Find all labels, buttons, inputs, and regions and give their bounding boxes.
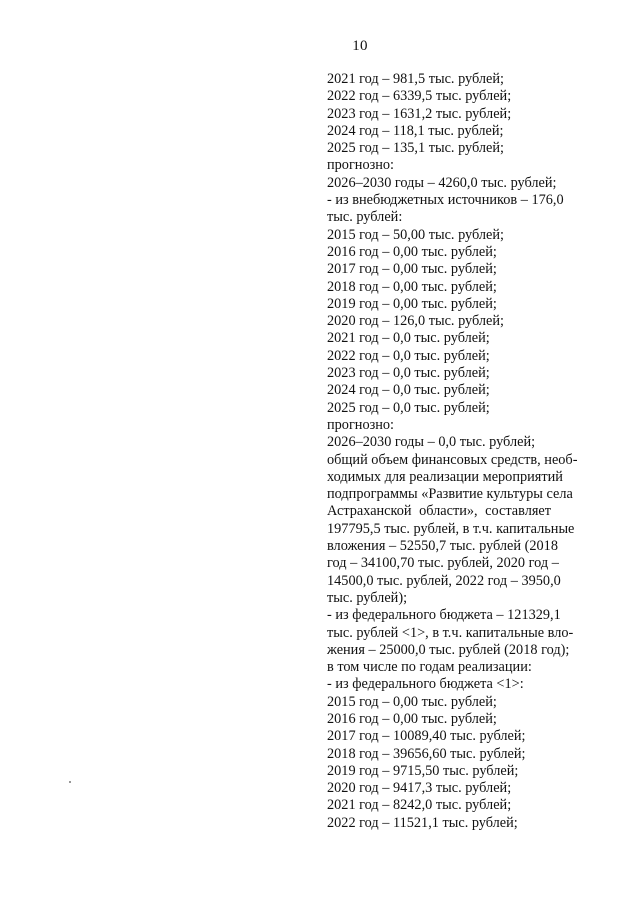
text-line: прогнозно:	[327, 416, 395, 433]
text-line: 2019 год – 9715,50 тыс. рублей;	[327, 762, 519, 779]
text-line: 2021 год – 0,0 тыс. рублей;	[327, 330, 490, 347]
text-line: 2023 год – 1631,2 тыс. рублей;	[327, 105, 512, 122]
text-line: Астраханской области», составляет	[327, 503, 551, 520]
text-line: прогнозно:	[327, 157, 395, 174]
text-line: 197795,5 тыс. рублей, в т.ч. капитальные	[327, 520, 575, 537]
page-number: 10	[352, 38, 368, 54]
text-line: 2021 год – 981,5 тыс. рублей;	[327, 71, 505, 87]
text-line: 2025 год – 135,1 тыс. рублей;	[327, 140, 505, 157]
text-line: 2018 год – 0,00 тыс. рублей;	[327, 278, 497, 295]
text-line: 2022 год – 11521,1 тыс. рублей;	[327, 814, 518, 831]
text-line: 14500,0 тыс. рублей, 2022 год – 3950,0	[327, 572, 561, 589]
text-line: 2022 год – 0,0 тыс. рублей;	[327, 347, 490, 364]
text-line: 2015 год – 0,00 тыс. рублей;	[327, 693, 497, 710]
text-line: тыс. рублей);	[327, 589, 408, 606]
text-line: - из внебюджетных источников – 176,0	[327, 192, 564, 209]
text-line: подпрограммы «Развитие культуры села	[327, 486, 573, 503]
scan-speck	[69, 781, 71, 783]
text-line: 2018 год – 39656,60 тыс. рублей;	[327, 745, 526, 762]
document-text-block	[327, 71, 578, 832]
text-line: 2023 год – 0,0 тыс. рублей;	[327, 365, 490, 382]
text-line: тыс. рублей <1>, в т.ч. капитальные вло-	[327, 624, 574, 641]
text-line: 2016 год – 0,00 тыс. рублей;	[327, 710, 497, 727]
text-line: - из федерального бюджета – 121329,1	[327, 607, 561, 624]
text-line: 2024 год – 118,1 тыс. рублей;	[327, 122, 504, 139]
text-line: в том числе по годам реализации:	[327, 659, 532, 676]
text-line: 2025 год – 0,0 тыс. рублей;	[327, 399, 490, 416]
text-line: 2019 год – 0,00 тыс. рублей;	[327, 295, 497, 312]
text-line: ходимых для реализации мероприятий	[327, 468, 563, 485]
text-line: 2021 год – 8242,0 тыс. рублей;	[327, 797, 512, 814]
text-line: 2017 год – 0,00 тыс. рублей;	[327, 261, 497, 278]
text-line: 2017 год – 10089,40 тыс. рублей;	[327, 728, 526, 745]
text-line: вложения – 52550,7 тыс. рублей (2018	[327, 538, 558, 555]
text-line: год – 34100,70 тыс. рублей, 2020 год –	[327, 555, 559, 572]
text-line: 2020 год – 9417,3 тыс. рублей;	[327, 780, 512, 797]
text-line: 2022 год – 6339,5 тыс. рублей;	[327, 88, 512, 105]
text-line: жения – 25000,0 тыс. рублей (2018 год);	[327, 641, 570, 658]
text-line: 2026–2030 годы – 0,0 тыс. рублей;	[327, 434, 536, 451]
text-line: 2024 год – 0,0 тыс. рублей;	[327, 382, 490, 399]
text-line: 2026–2030 годы – 4260,0 тыс. рублей;	[327, 174, 557, 191]
text-line: 2020 год – 126,0 тыс. рублей;	[327, 313, 505, 330]
text-line: тыс. рублей:	[327, 209, 403, 226]
text-line: 2015 год – 50,00 тыс. рублей;	[327, 226, 505, 243]
text-line: - из федерального бюджета <1>:	[327, 676, 524, 693]
text-line: общий объем финансовых средств, необ-	[327, 451, 578, 468]
text-line: 2016 год – 0,00 тыс. рублей;	[327, 243, 497, 260]
